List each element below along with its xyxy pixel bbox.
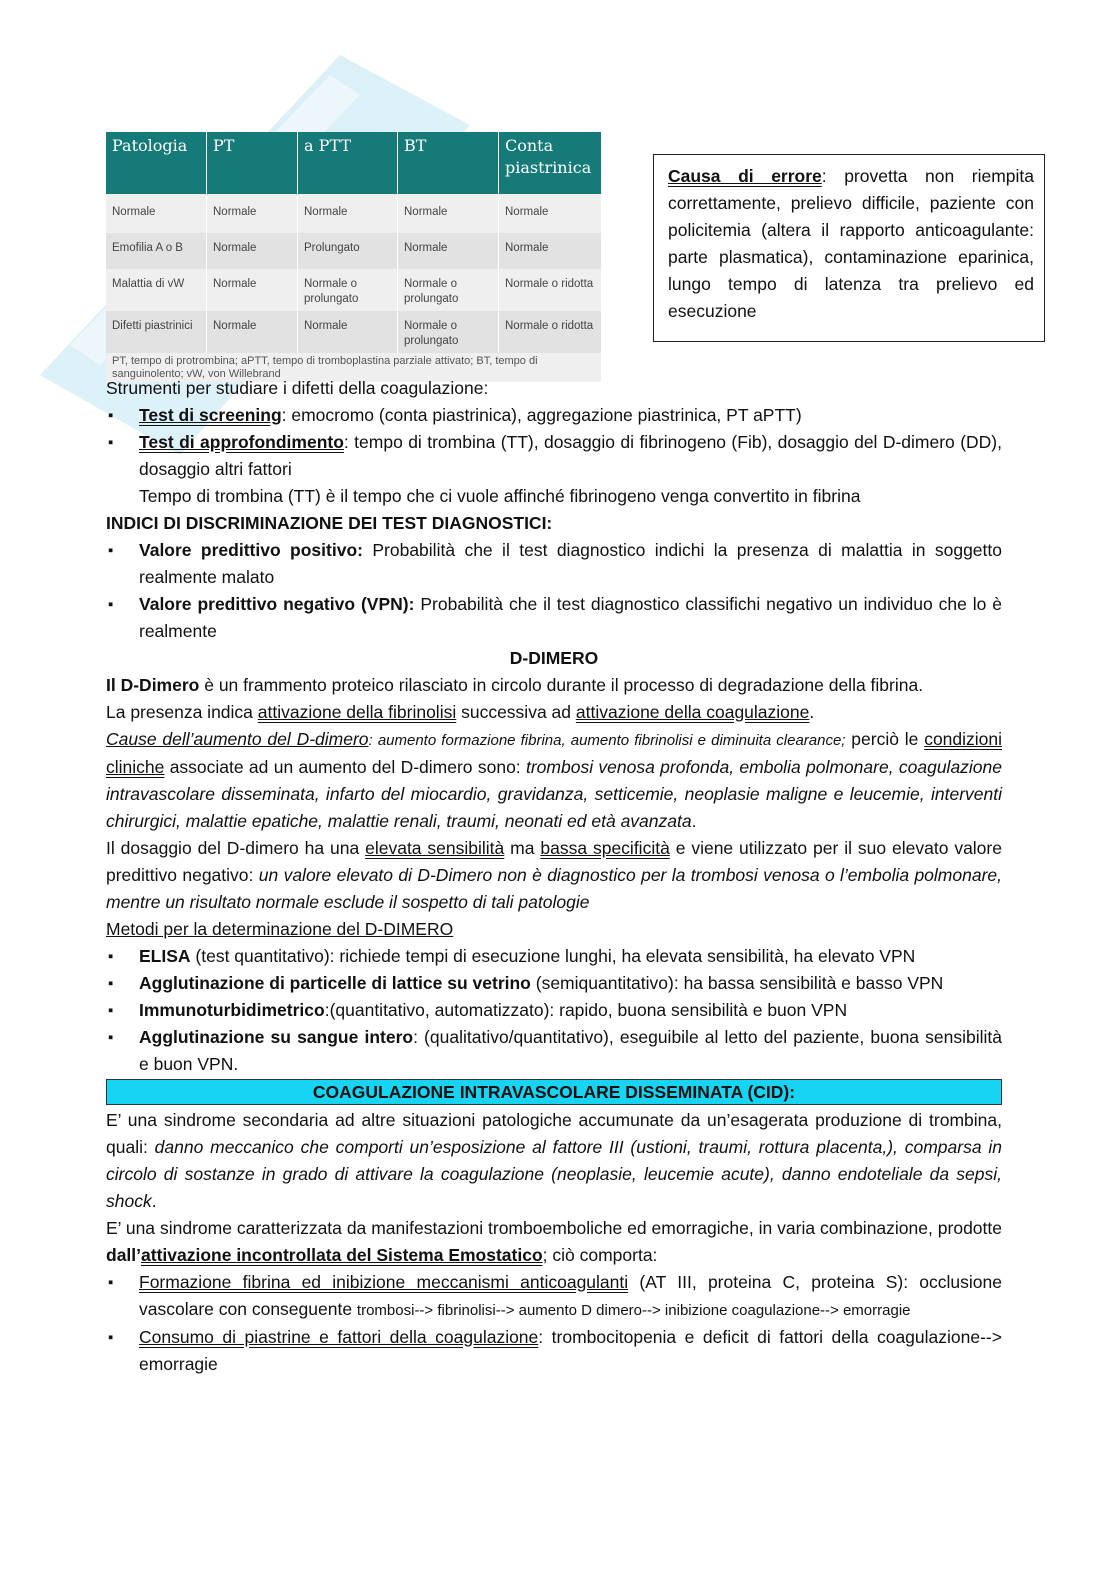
cid-heading-banner: COAGULAZIONE INTRAVASCOLARE DISSEMINATA (CID): (106, 1079, 1002, 1105)
list-item (106, 402, 1002, 429)
indici-heading: INDICI DI DISCRIMINAZIONE DEI TEST DIAGNOSTICI: (106, 513, 553, 533)
table-header: BT (398, 132, 499, 194)
text-span: Formazione fibrina ed inibizione meccanismi anticoagulanti (139, 1272, 629, 1292)
table-cell: Normale (398, 194, 499, 233)
deep-text: : tempo di trombina (TT), dosaggio di fibrinogeno (Fib), dosaggio del D-dimero (DD), dosaggio altri fattori (139, 432, 1002, 479)
list-item (106, 591, 1002, 645)
table-cell: Normale (207, 269, 298, 311)
table-cell: Normale (207, 311, 298, 353)
methods-heading: Metodi per la determinazione del D-DIMERO (106, 919, 454, 939)
table-cell: Normale (207, 194, 298, 233)
text-span: E’ una sindrome caratterizzata da manifestazioni tromboemboliche ed emorragiche, in varia combinazione, prodotte (106, 1218, 1002, 1238)
text-span: associate ad un aumento del D-dimero sono: (164, 757, 526, 777)
method-text: (test quantitativo): richiede tempi di esecuzione lunghi, ha elevata sensibilità, ha elevato VPN (190, 946, 916, 966)
text-span: condizioni cliniche (106, 729, 1003, 777)
screening-label: Test di screening (139, 405, 282, 425)
causes-label: Cause dell’aumento del D-dimero (106, 729, 369, 749)
deep-label: Test di approfondimento (139, 432, 344, 452)
screening-text: : emocromo (conta piastrinica), aggregazione piastrinica, PT aPTT) (281, 405, 802, 425)
error-cause-text: : provetta non riempita correttamente, prelievo difficile, paziente con policitemia (altera il rapporto anticoagulante: parte plasmatica), contaminazione eparinica, lungo tempo di latenza tra prelievo ed esecuzione (668, 166, 1034, 321)
table-row (106, 233, 602, 269)
table-footnote: PT, tempo di protrombina; aPTT, tempo di tromboplastina parziale attivato; BT, tempo di sanguinolento; vW, von Willebrand (106, 353, 602, 382)
method-text: :(quantitativo, automatizzato): rapido, buona sensibilità e buon VPN (324, 1000, 848, 1020)
text-span: ma (504, 838, 541, 858)
list-item (106, 429, 1002, 483)
ddimero-term: Il D-Dimero (106, 675, 200, 695)
table-cell: Normale o ridotta (499, 269, 602, 311)
conditions-list: trombosi venosa profonda, embolia polmonare, coagulazione intravascolare disseminata, infarto del miocardio, gravidanza, setticemie, neoplasie maligne e leucemie, interventi chirurgici, malattie epatiche, malattie renali, traumi, neonati ed età avanzata (106, 757, 1003, 831)
table-cell: Difetti piastrinici (106, 311, 207, 353)
text-span: Consumo di piastrine e fattori della coagulazione (139, 1327, 539, 1347)
list-item (106, 970, 1002, 997)
cid-list (106, 1269, 1002, 1378)
table-header: Patologia (106, 132, 207, 194)
ddimero-paragraph-4 (106, 835, 1002, 916)
text-span: un valore elevato di D-Dimero non è diagnostico per la trombosi venosa o l’embolia polmonare, mentre un risultato normale esclude il sospetto di tali patologie (106, 865, 1002, 912)
method-name: Agglutinazione di particelle di lattice su vetrino (139, 973, 531, 993)
error-cause-label: Causa di errore (668, 166, 822, 186)
table-cell: Normale (499, 233, 602, 269)
list-item (106, 537, 1002, 591)
methods-list (106, 943, 1002, 1078)
table-cell: Normale (298, 194, 398, 233)
text-span: (AT III, proteina C, proteina S): occlusione vascolare con conseguente (139, 1272, 1002, 1319)
text-span: trombosi--> fibrinolisi--> aumento D dimero--> inibizione coagulazione--> emorragie (356, 1302, 911, 1319)
method-name: Agglutinazione su sangue intero (139, 1027, 414, 1047)
ddimero-heading: D-DIMERO (509, 648, 599, 668)
table-cell: Normale (398, 233, 499, 269)
text-span: E’ una sindrome secondaria ad altre situazioni patologiche accumunate da un’esagerata produzione di trombina, quali: (106, 1110, 1002, 1157)
causes-text: : aumento formazione fibrina, aumento fibrinolisi e diminuita clearance; (368, 732, 846, 749)
text-span: successiva ad (456, 702, 576, 722)
list-item (106, 1024, 1002, 1078)
ddimero-paragraph-1 (106, 672, 1002, 699)
table-cell: Malattia di vW (106, 269, 207, 311)
vpn-label: Valore predittivo negativo (VPN): (139, 594, 415, 614)
cid-paragraph-1 (106, 1107, 1002, 1215)
text-span: danno meccanico che comporti un’esposizione al fattore III (ustioni, traumi, rottura placenta,), comparsa in circolo di sostanze in grado di attivare la coagulazione (neoplasie, leucemie acute), danno endoteliale da sepsi, shock (106, 1137, 1002, 1211)
table-row (106, 269, 602, 311)
table-cell: Normale o prolungato (398, 269, 499, 311)
ddimero-paragraph-2 (106, 699, 1002, 726)
text-span: perciò le (845, 729, 925, 749)
list-item (106, 943, 1002, 970)
method-text: : (qualitativo/quantitativo), eseguibile al letto del paziente, buona sensibilità e buon VPN. (139, 1027, 1002, 1074)
table-cell: Normale (499, 194, 602, 233)
text-span: La presenza indica (106, 702, 258, 722)
ddimero-paragraph-3 (106, 726, 1002, 835)
table-cell: Normale (106, 194, 207, 233)
tools-list (106, 402, 1002, 483)
table-cell: Prolungato (298, 233, 398, 269)
vpp-text: Probabilità che il test diagnostico indichi la presenza di malattia in soggetto realmente malato (139, 540, 1002, 587)
text-span: e viene utilizzato per il suo elevato valore predittivo negativo: (106, 838, 1002, 885)
list-item (106, 1324, 1002, 1378)
error-cause-box (653, 154, 1045, 342)
table-row (106, 311, 602, 353)
coagulation-table (106, 132, 602, 382)
text-span: . (809, 702, 815, 722)
tools-intro: Strumenti per studiare i difetti della coagulazione: (106, 378, 489, 398)
table-cell: Normale (207, 233, 298, 269)
table-cell: Normale o prolungato (298, 269, 398, 311)
table-header: Conta piastrinica (499, 132, 602, 194)
cid-paragraph-2 (106, 1215, 1002, 1269)
text-span: attivazione della coagulazione (575, 702, 810, 722)
text-span: ; ciò comporta: (542, 1245, 658, 1265)
text-span: elevata sensibilità (365, 838, 505, 858)
list-item (106, 1269, 1002, 1324)
method-text: (semiquantitativo): ha bassa sensibilità e basso VPN (530, 973, 944, 993)
vpn-text: Probabilità che il test diagnostico classifichi negativo un individuo che lo è realmente (139, 594, 1002, 641)
table-header: a PTT (298, 132, 398, 194)
text-span: . (151, 1191, 157, 1211)
text-span: : trombocitopenia e deficit di fattori della coagulazione--> emorragie (139, 1327, 1002, 1374)
vpp-label: Valore predittivo positivo: (139, 540, 363, 560)
text-span: . (691, 811, 697, 831)
method-name: Immunoturbidimetrico (139, 1000, 325, 1020)
list-item (106, 997, 1002, 1024)
text-span: dall’ (106, 1245, 142, 1265)
table-row (106, 194, 602, 233)
document-body (106, 375, 1002, 1378)
text-span: attivazione incontrollata del Sistema Emostatico (141, 1245, 543, 1265)
table-cell: Normale o ridotta (499, 311, 602, 353)
indici-list (106, 537, 1002, 645)
table-header: PT (207, 132, 298, 194)
text-span: bassa specificità (540, 838, 670, 858)
tt-note: Tempo di trombina (TT) è il tempo che ci vuole affinché fibrinogeno venga convertito in fibrina (139, 486, 861, 506)
table-cell: Emofilia A o B (106, 233, 207, 269)
text-span: attivazione della fibrinolisi (257, 702, 457, 722)
method-name: ELISA (139, 946, 191, 966)
text-span: Il dosaggio del D-dimero ha una (106, 838, 366, 858)
ddimero-definition: è un frammento proteico rilasciato in circolo durante il processo di degradazione della fibrina. (199, 675, 924, 695)
table-cell: Normale o prolungato (398, 311, 499, 353)
table-cell: Normale (298, 311, 398, 353)
